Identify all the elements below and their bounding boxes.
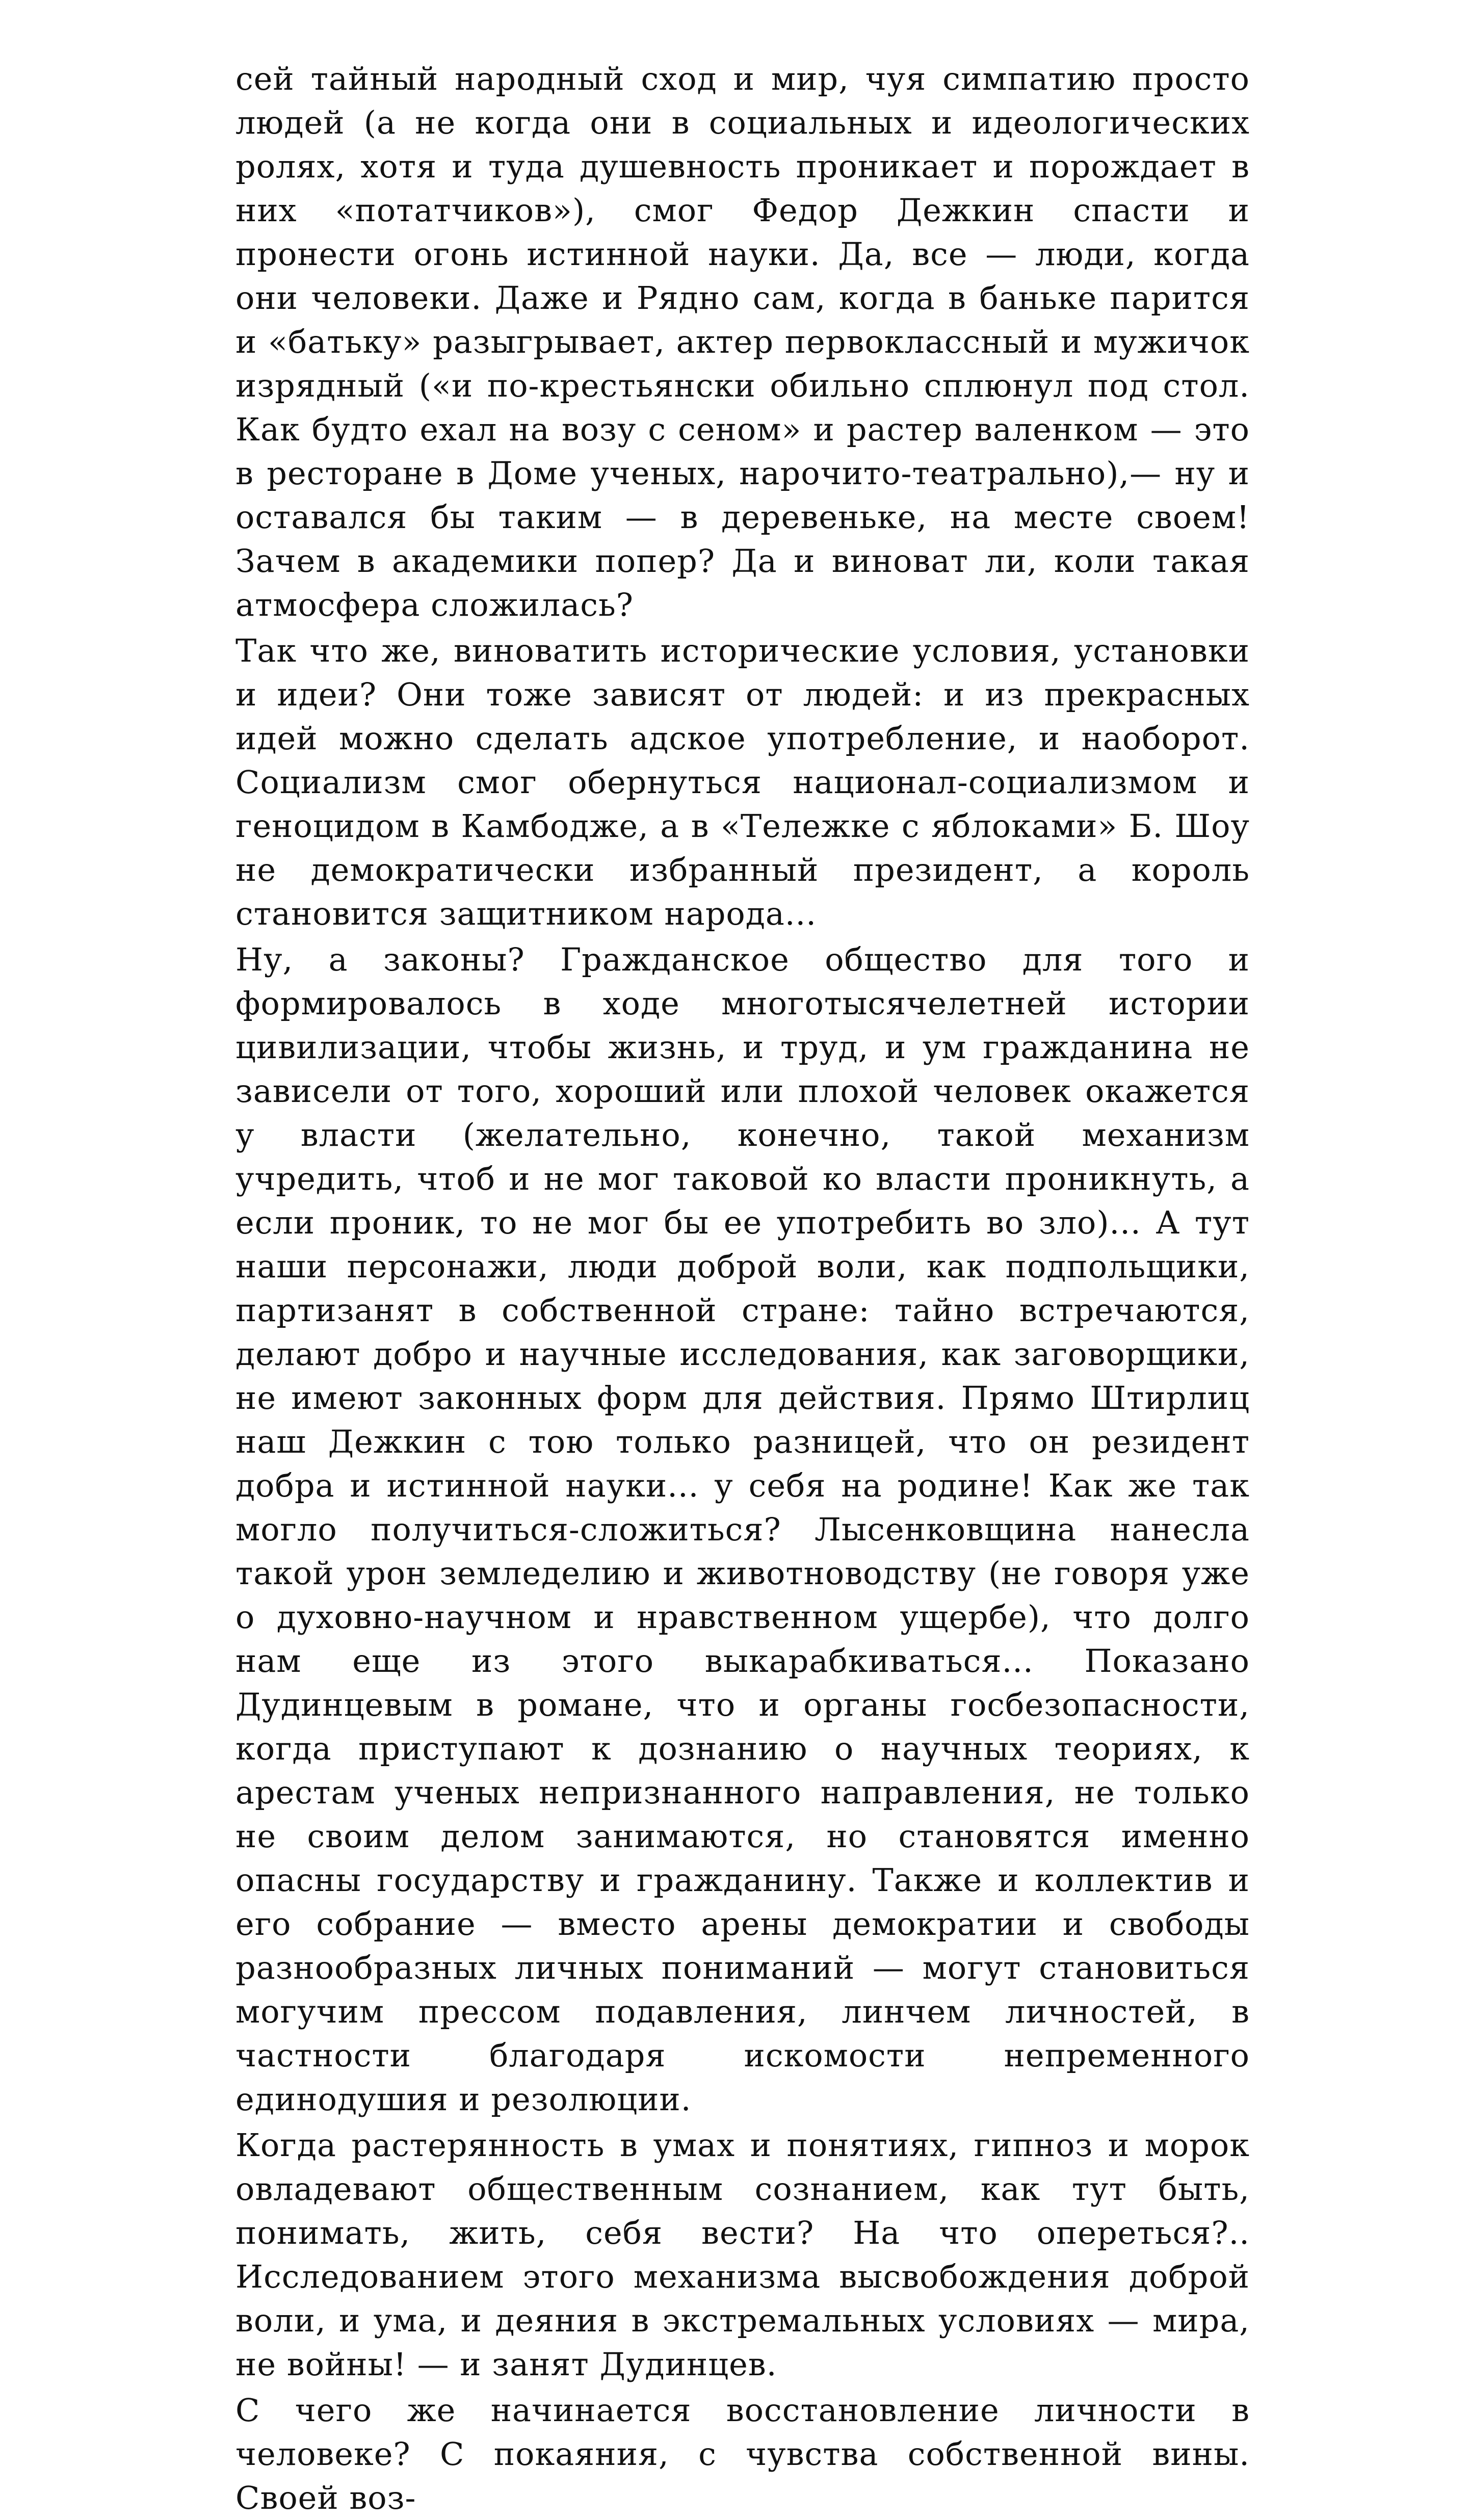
text-column (235, 57, 1250, 2520)
paragraph-3: Ну, а законы? Гражданское общество для того и формировалось в ходе многотысячелетней истории цивилизации, чтобы жизнь, и труд, и ум гражданина не зависели от того, хороший или плохой человек окажется у власти (желательно, конечно, такой механизм учредить, чтоб и не мог таковой ко власти проникнуть, а если проник, то не мог бы ее употребить во зло)... А тут наши персонажи, люди доброй воли, как подпольщики, партизанят в собственной стране: тайно встречаются, делают добро и научные исследования, как заговорщики, не имеют законных форм для действия. Прямо Штирлиц наш Дежкин с тою только разницей, что он резидент добра и истинной науки... у себя на родине! Как же так могло получиться-сложиться? Лысенковщина нанесла такой урон земледелию и животноводству (не говоря уже о духовно-научном и нравственном ущербе), что долго нам еще из этого выкарабкиваться... Показано Дудинцевым в романе, что и органы госбезопасности, когда приступают к дознанию о научных теориях, к арестам ученых непризнанного направления, не только не своим делом занимаются, но становятся именно опасны государству и гражданину. Также и коллектив и его собрание — вместо арены демократии и свободы разнообразных личных пониманий — могут становиться могучим прессом подавления, линчем личностей, в частности благодаря искомости непременного единодушия и резолюции. (235, 941, 1250, 2118)
paragraph-5: С чего же начинается восстановление личности в человеке? С покаяния, с чувства собственной вины. Своей воз- (235, 2392, 1250, 2516)
paragraph-1: сей тайный народный сход и мир, чуя симпатию просто людей (а не когда они в социальных и идеологических ролях, хотя и туда душевность проникает и порождает в них «потатчиков»), смог Федор Дежкин спасти и пронести огонь истинной науки. Да, все — люди, когда они человеки. Даже и Рядно сам, когда в баньке парится и «батьку» разыгрывает, актер первоклассный и мужичок изрядный («и по-крестьянски обильно сплюнул под стол. Как будто ехал на возу с сеном» и растер валенком — это в ресторане в Доме ученых, нарочито-театрально),— ну и оставался бы таким — в деревеньке, на месте своем! Зачем в академики попер? Да и виноват ли, коли такая атмосфера сложилась? (235, 60, 1250, 623)
paragraph-2: Так что же, виноватить исторические условия, установки и идеи? Они тоже зависят от людей: и из прекрасных идей можно сделать адское употребление, и наоборот. Социализм смог обернуться национал-социализмом и геноцидом в Камбодже, а в «Тележке с яблоками» Б. Шоу не демократически избранный президент, а король становится защитником народа... (235, 632, 1250, 932)
paragraph-4: Когда растерянность в умах и понятиях, гипноз и морок овладевают общественным сознанием, как тут быть, понимать, жить, себя вести? На что опереться?.. Исследованием этого механизма высвобождения доброй воли, и ума, и деяния в экстремальных условиях — мира, не войны! — и занят Дудинцев. (235, 2127, 1250, 2383)
